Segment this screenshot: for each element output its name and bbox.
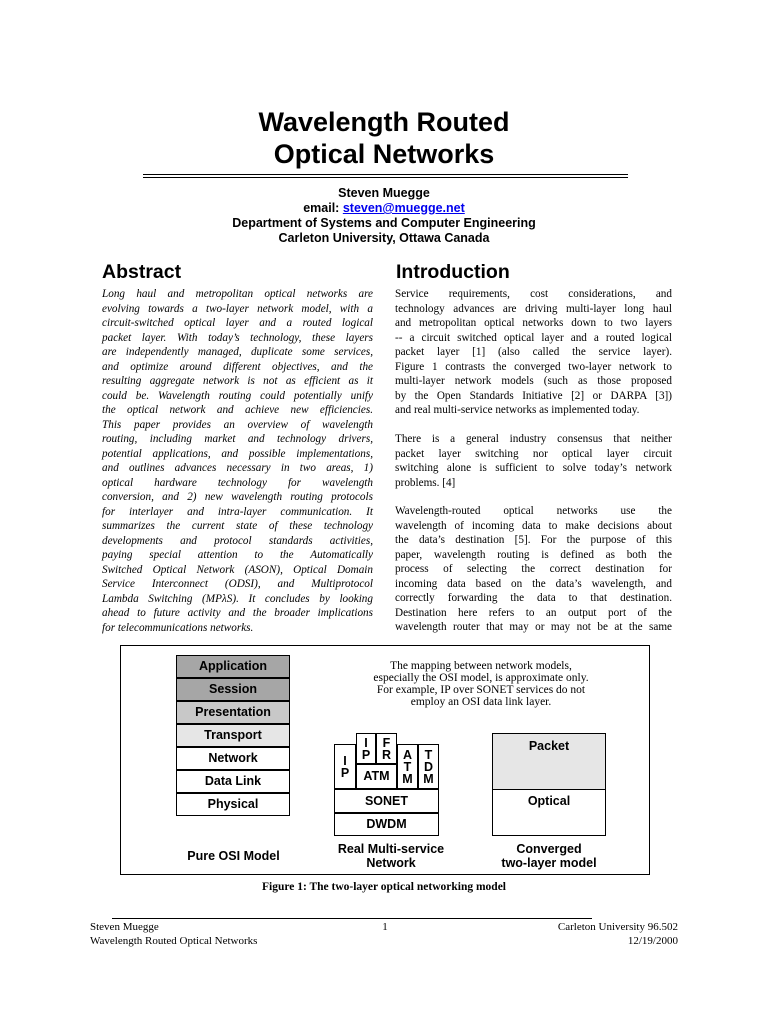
email-prefix: email: [303,201,343,215]
introduction-heading: Introduction [396,261,510,283]
text-line: and optimize around different objectives, and the [102,360,373,373]
osi-layer-network: Network [176,747,290,770]
text-line: wavelength router that may or may not be at the same [395,621,672,633]
text-line: paying special attention to the Automatically [102,549,373,561]
figure-caption: Figure 1: The two-layer optical networking model [261,881,507,893]
text-line: Wavelength-routed optical networks use the [395,505,672,517]
text-line: are independently managed, duplicate some services, [102,346,373,358]
osi-model-label: Pure OSI Model [187,849,280,863]
abstract-heading: Abstract [102,261,182,283]
text-line: for interlayer and intra-layer communication. It [102,505,373,518]
text-line: There is a general industry consensus that neither [395,433,672,445]
text-line: Service requirements, cost considerations, and [395,288,672,300]
footer-rule [112,918,592,919]
text-line: Figure 1 contrasts the converged two-layer network to [395,360,672,373]
footer-date: 12/19/2000 [627,935,678,947]
text-line: evolving towards a two-layer network model, with a [102,302,373,315]
text-line: summarizes the current state of these technology [102,520,373,532]
real-ip-over-atm: I P [356,733,376,764]
text-line: Long haul and metropolitan optical networks are [102,288,373,300]
figure-1 [120,645,650,875]
mapping-note [346,660,616,708]
text-line: could be. Wavelength routing could potentially unify [102,389,373,402]
text-line: -- a circuit switched optical layer and a routed logical [395,331,672,344]
text-line: conversion, and 2) new wavelength routing protocols [102,491,373,503]
note-line: employ an OSI data link layer. [410,696,552,708]
converged-packet-layer: Packet [492,733,606,790]
text-line: process of selecting the correct destination for [395,563,672,575]
converged-optical-layer: Optical [492,789,606,836]
title-rule-top [143,174,628,175]
text-line: for telecommunications networks. [102,621,254,634]
text-line: problems. [4] [395,476,456,489]
converged-model-label: Converged two-layer model [501,842,597,870]
osi-layer-application: Application [176,655,290,678]
text-line: optical hardware technology for wavelength [102,476,373,489]
text-line: correctly forwarding the data to that destination. [395,592,672,604]
text-line: incoming data based on the data’s wavelength, and [395,577,672,590]
author-name: Steven Muegge [338,186,430,200]
text-line: Switched Optical Network (ASON), Optical Domain [102,563,373,576]
introduction-paragraph-1 [395,287,672,418]
text-line: resulting aggregate network is not as efficient as it [102,375,373,387]
text-line: paper, wavelength routing is defined as both the [395,548,672,561]
real-tdm: T D M [418,744,439,789]
introduction-paragraph-3 [395,504,672,635]
note-line: The mapping between network models, [390,660,572,672]
text-line: Destination here refers to an output port of the [395,606,672,619]
note-line: especially the OSI model, is approximate only. [373,672,589,684]
paper-title-line2: Optical Networks [273,139,495,169]
note-line: For example, IP over SONET services do not [376,684,586,696]
osi-layer-presentation: Presentation [176,701,290,724]
footer-author: Steven Muegge [90,921,159,933]
real-dwdm: DWDM [334,813,439,836]
osi-layer-physical: Physical [176,793,290,816]
real-atm-vertical: A T M [397,744,418,789]
real-ip-column: I P [334,744,356,789]
text-line: multi-layer network models (such as those proposed [395,375,672,387]
text-line: and metropolitan optical networks down to two layers [395,317,672,329]
email-link[interactable]: steven@muegge.net [342,201,465,215]
text-line: technology advances are driving multi-layer long haul [395,302,672,315]
abstract-body [102,287,373,635]
text-line: by the Open Standards Initiative [2] or DARPA [3]) [395,389,672,402]
text-line: switching alone is sufficient to solve today’s network [395,462,672,474]
text-line: packet layer [1] (also called the service layer). [395,346,672,358]
text-line: packet layer switching nor optical layer circuit [395,447,672,460]
text-line: ahead to future activity and the broader implications [102,607,373,619]
osi-layer-session: Session [176,678,290,701]
author-institution: Carleton University, Ottawa Canada [278,231,490,245]
text-line: wavelength of incoming data to make decisions about [395,519,672,532]
text-line: and outlines advances necessary in two areas, 1) [102,462,373,474]
author-department: Department of Systems and Computer Engineering [232,216,536,230]
footer-page-number: 1 [382,921,388,933]
author-email-line [0,201,768,216]
introduction-paragraph-2 [395,432,672,490]
text-line: developments and protocol standards activities, [102,534,373,547]
title-rule-bottom [143,177,628,178]
text-line: the data’s destination [5]. For the purpose of this [395,534,672,546]
real-sonet: SONET [334,789,439,813]
text-line: Lambda Switching (MPλS). It concludes by looking [102,592,373,605]
text-line: potential applications, and possible implementations, [102,447,373,460]
text-line: circuit-switched optical layer and a routed logical [102,317,373,329]
real-network-label: Real Multi-service Network [337,842,445,870]
paper-title-line1: Wavelength Routed [258,107,510,137]
real-frame-relay: F R [376,733,397,764]
text-line: routing, including market and technology drivers, [102,433,373,445]
real-atm: ATM [356,764,397,789]
footer-paper-title: Wavelength Routed Optical Networks [90,935,258,947]
text-line: Service Interconnect (ODSI), and Multiprotocol [102,578,373,590]
text-line: packet layer. With today’s technology, these layers [102,331,373,344]
osi-layer-data-link: Data Link [176,770,290,793]
footer-course: Carleton University 96.502 [557,921,678,933]
text-line: and real multi-service networks as implemented today. [395,404,640,416]
text-line: the optical network and achieve new efficiencies. [102,404,373,416]
text-line: This paper provides an overview of wavelength [102,418,373,431]
osi-layer-transport: Transport [176,724,290,747]
